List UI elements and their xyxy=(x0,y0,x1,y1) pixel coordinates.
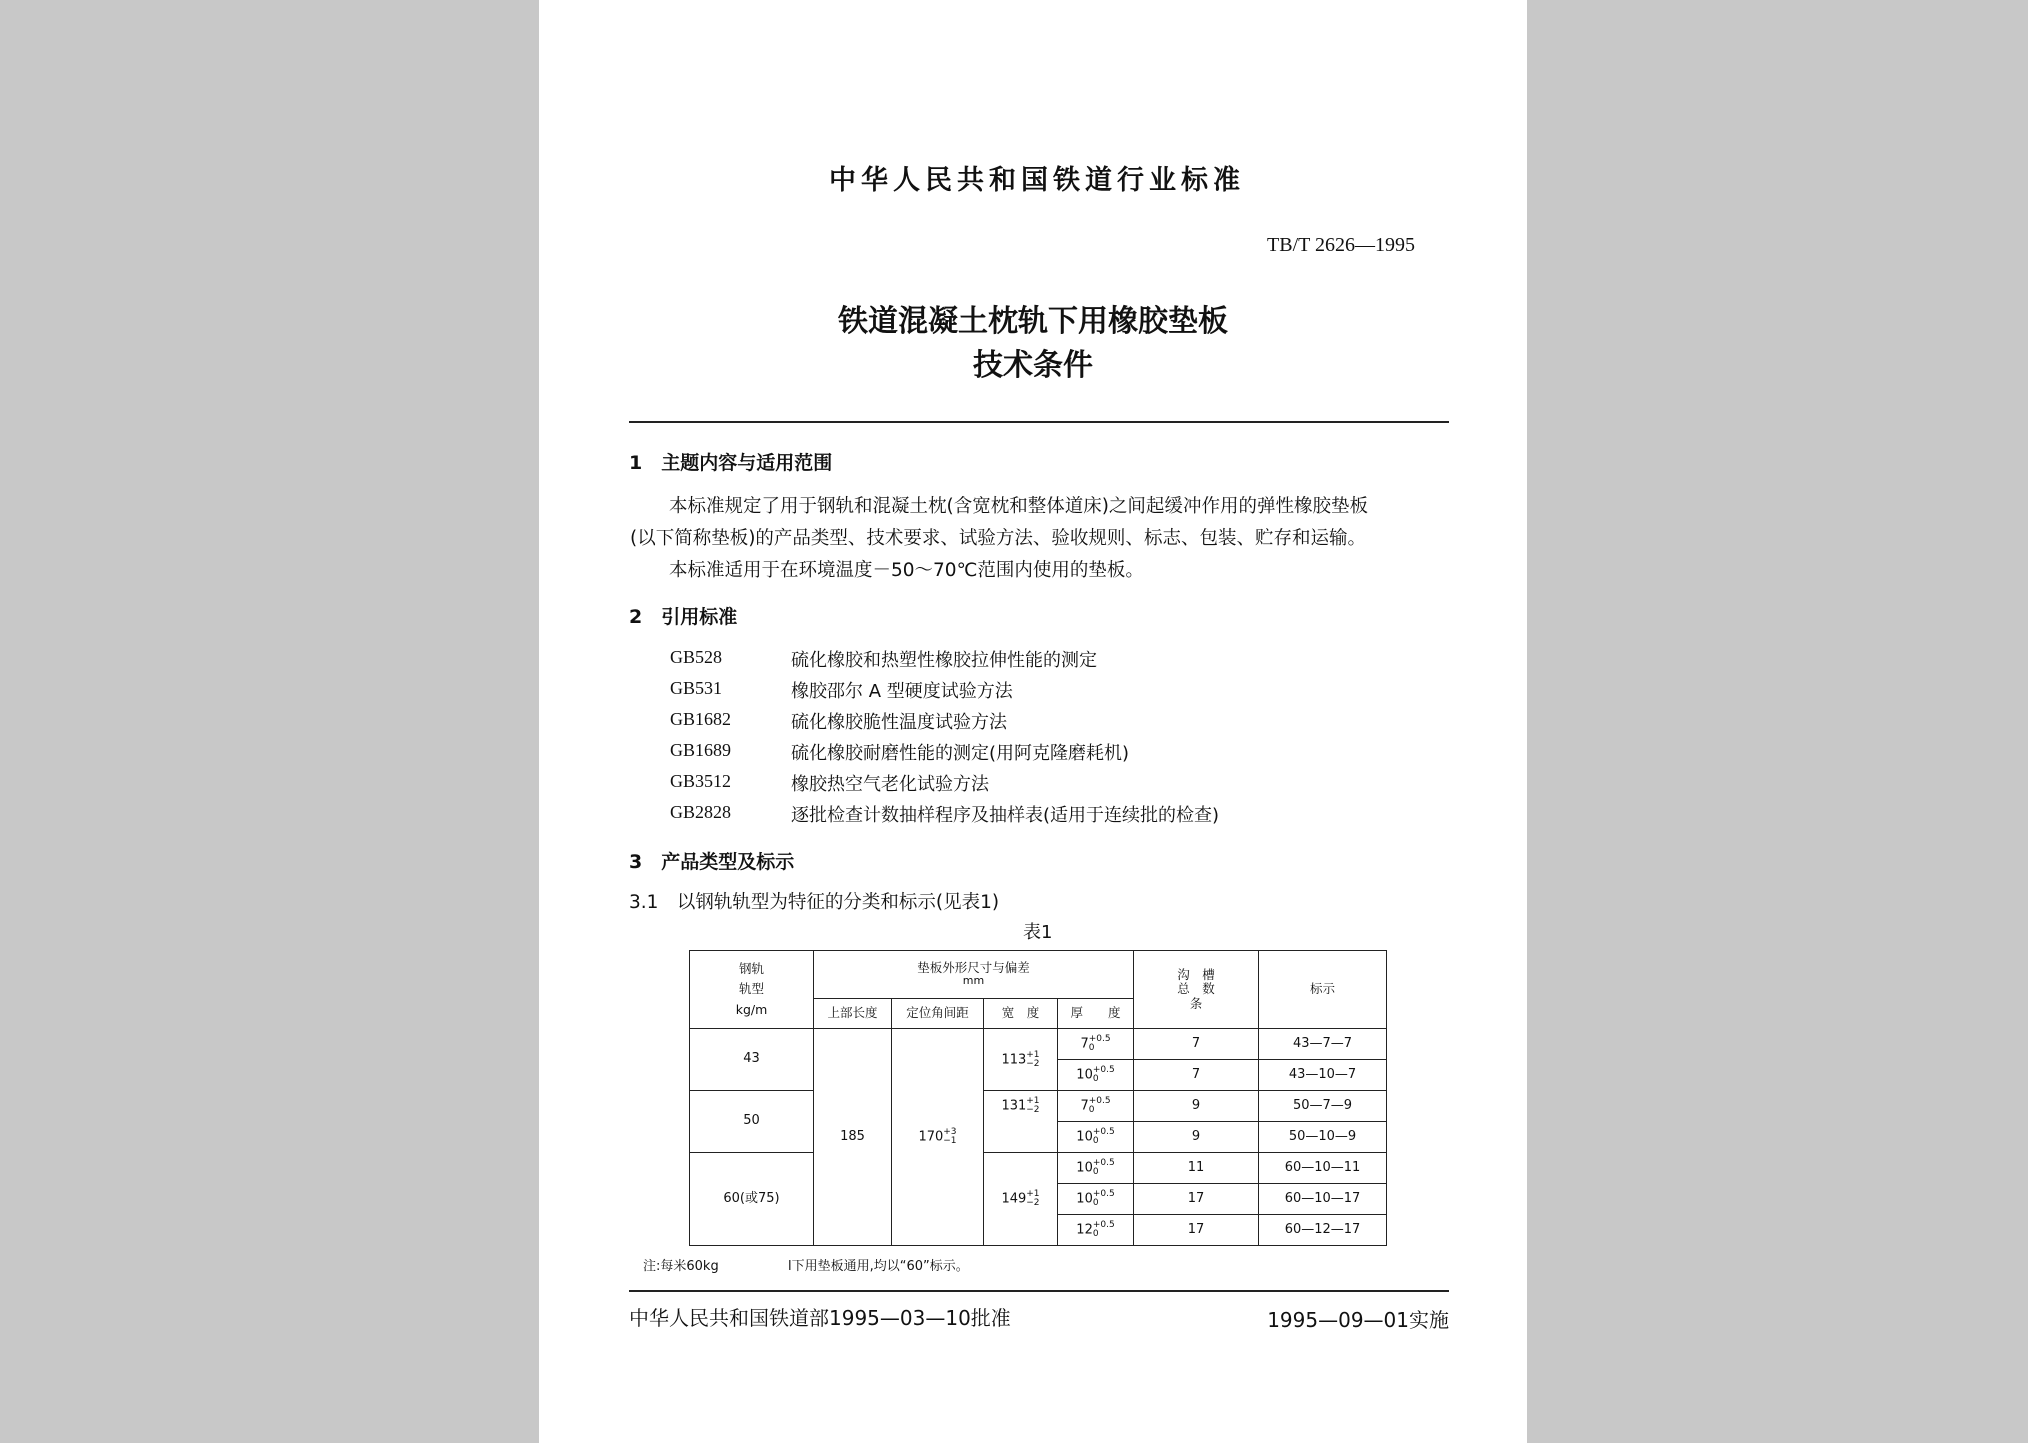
cell-grooves: 7 xyxy=(1134,1060,1259,1091)
table-1 xyxy=(689,950,1387,1246)
title-divider xyxy=(629,421,1449,423)
section2-heading: 2 引用标准 xyxy=(629,606,738,628)
cell-rail-43: 43 xyxy=(690,1029,814,1091)
ref-code: GB528 xyxy=(670,647,723,667)
cell-thickness: 10+0.5 0 xyxy=(1058,1153,1134,1184)
section1-para2: 本标准适用于在环境温度－50～70℃范围内使用的垫板。 xyxy=(669,560,1144,581)
footer-divider xyxy=(629,1290,1449,1292)
section1-para1-line2: (以下简称垫板)的产品类型、技术要求、试验方法、验收规则、标志、包装、贮存和运输。 xyxy=(630,528,1366,549)
table-note-left: 注:每米60kg xyxy=(643,1259,719,1274)
cell-mark: 60—12—17 xyxy=(1259,1215,1387,1246)
cell-rail-50: 50 xyxy=(690,1091,814,1153)
standard-code: TB/T 2626—1995 xyxy=(1267,234,1415,256)
cell-mark: 43—7—7 xyxy=(1259,1029,1387,1060)
cell-mark: 50—7—9 xyxy=(1259,1091,1387,1122)
header-mark: 标示 xyxy=(1259,951,1387,1029)
header-thickness: 厚 度 xyxy=(1058,999,1134,1029)
cell-grooves: 17 xyxy=(1134,1215,1259,1246)
section3-1-heading: 3.1 以钢轨轨型为特征的分类和标示(见表1) xyxy=(629,892,1000,913)
cell-thickness: 10+0.5 0 xyxy=(1058,1184,1134,1215)
document-title-line2: 技术条件 xyxy=(973,348,1093,383)
cell-grooves: 11 xyxy=(1134,1153,1259,1184)
cell-thickness: 12+0.5 0 xyxy=(1058,1215,1134,1246)
section1-heading: 1 主题内容与适用范围 xyxy=(629,452,833,474)
ref-title: 逐批检查计数抽样程序及抽样表(适用于连续批的检查) xyxy=(791,805,1220,826)
ref-title: 硫化橡胶耐磨性能的测定(用阿克隆磨耗机) xyxy=(791,743,1130,764)
ref-code: GB1682 xyxy=(670,709,732,729)
ref-code: GB531 xyxy=(670,678,723,698)
ref-title: 橡胶热空气老化试验方法 xyxy=(791,774,989,795)
cell-width: 131+1 −2 xyxy=(984,1091,1058,1153)
cell-thickness: 10+0.5 0 xyxy=(1058,1122,1134,1153)
cell-mark: 60—10—17 xyxy=(1259,1184,1387,1215)
ref-title: 硫化橡胶脆性温度试验方法 xyxy=(791,712,1007,733)
cell-thickness: 7+0.5 0 xyxy=(1058,1091,1134,1122)
table-note-right: l下用垫板通用,均以“60”标示。 xyxy=(788,1259,969,1274)
section1-para1-line1: 本标准规定了用于钢轨和混凝土枕(含宽枕和整体道床)之间起缓冲作用的弹性橡胶垫板 xyxy=(669,496,1368,517)
cell-mark: 60—10—11 xyxy=(1259,1153,1387,1184)
header-width: 宽 度 xyxy=(984,999,1058,1029)
cell-grooves: 7 xyxy=(1134,1029,1259,1060)
header-rail-type: 钢轨 轨型 kg/m xyxy=(690,951,814,1029)
ref-code: GB3512 xyxy=(670,771,732,791)
ref-title: 橡胶邵尔 A 型硬度试验方法 xyxy=(791,681,1013,702)
document-page xyxy=(539,0,1527,1443)
cell-width: 113+1 −2 xyxy=(984,1029,1058,1091)
header-positioning-distance: 定位角间距 xyxy=(892,999,984,1029)
cell-mark: 43—10—7 xyxy=(1259,1060,1387,1091)
effective-date: 1995—09—01实施 xyxy=(1267,1308,1449,1332)
cell-width: 149+1 −2 xyxy=(984,1153,1058,1246)
cell-grooves: 17 xyxy=(1134,1184,1259,1215)
cell-thickness: 10+0.5 0 xyxy=(1058,1060,1134,1091)
header-top-length: 上部长度 xyxy=(814,999,892,1029)
cell-grooves: 9 xyxy=(1134,1091,1259,1122)
cell-thickness: 7+0.5 0 xyxy=(1058,1029,1134,1060)
ref-title: 硫化橡胶和热塑性橡胶拉伸性能的测定 xyxy=(791,650,1097,671)
ref-code: GB1689 xyxy=(670,740,732,760)
approval-statement: 中华人民共和国铁道部1995—03—10批准 xyxy=(629,1306,1011,1330)
cell-top-length: 185 xyxy=(814,1029,892,1246)
cell-rail-60: 60(或75) xyxy=(690,1153,814,1246)
cell-mark: 50—10—9 xyxy=(1259,1122,1387,1153)
ref-code: GB2828 xyxy=(670,802,732,822)
cell-positioning-distance: 170+3 −1 xyxy=(892,1029,984,1246)
section3-heading: 3 产品类型及标示 xyxy=(629,851,795,873)
header-groove-count: 沟 槽 总 数 条 xyxy=(1134,951,1259,1029)
cell-grooves: 9 xyxy=(1134,1122,1259,1153)
table-caption: 表1 xyxy=(1023,922,1053,943)
standard-category-title: 中华人民共和国铁道行业标准 xyxy=(829,165,1245,196)
document-title-line1: 铁道混凝土枕轨下用橡胶垫板 xyxy=(838,304,1228,339)
header-dimensions: 垫板外形尺寸与偏差 mm xyxy=(814,951,1134,999)
